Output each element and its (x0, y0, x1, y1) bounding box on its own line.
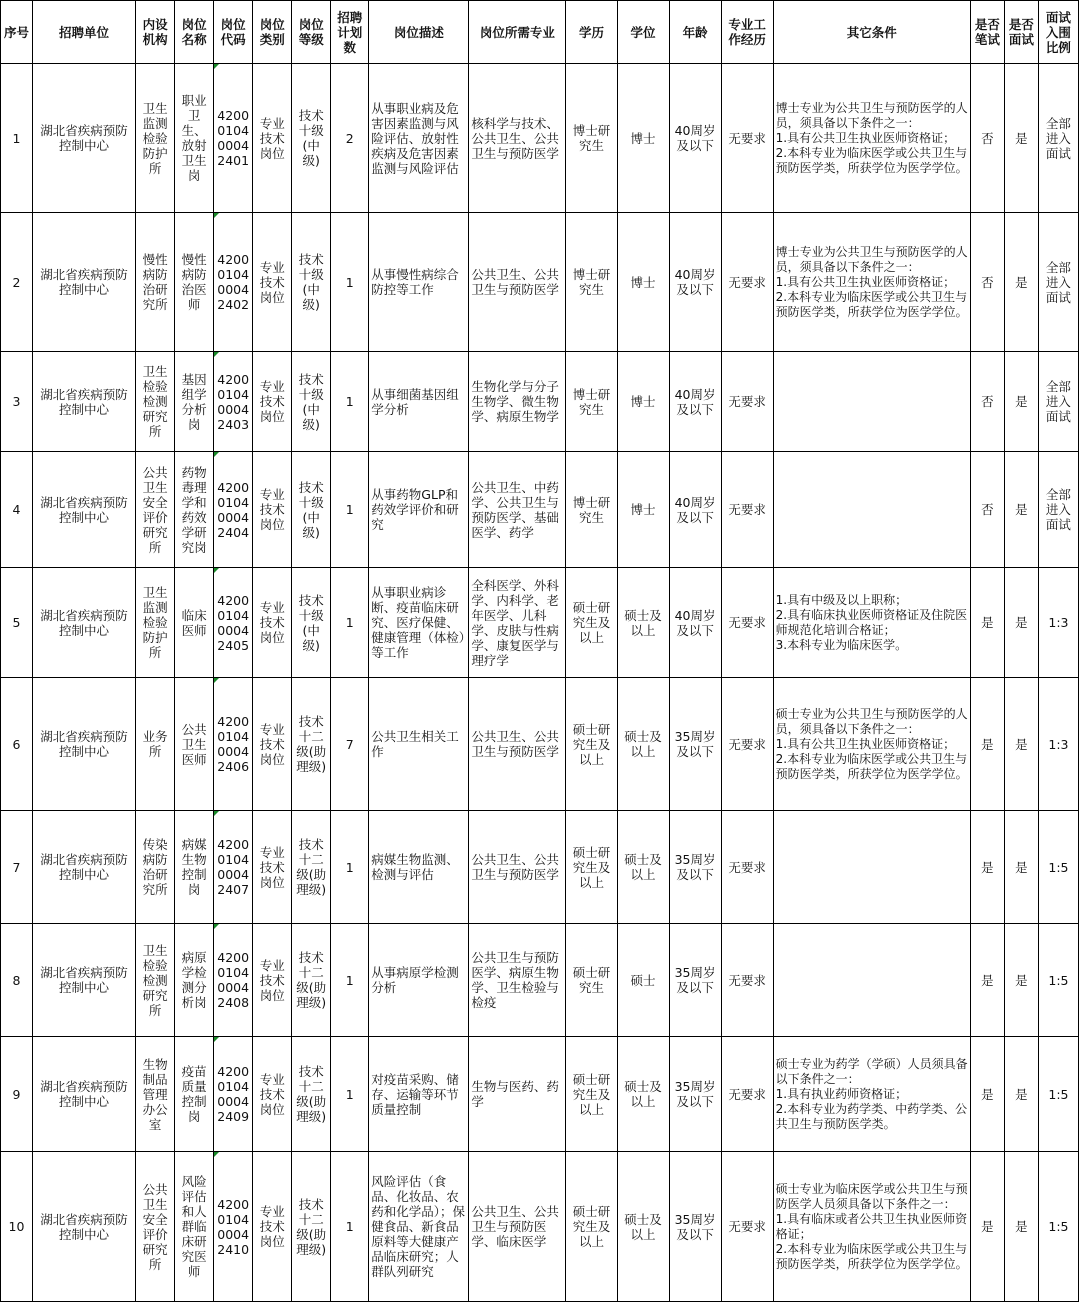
age-cell: 40周岁及以下 (669, 568, 721, 678)
position-level-cell: 技术十二级(助理级) (292, 1037, 331, 1152)
position-code-cell: 4200010400042404 (214, 452, 253, 568)
position-name-cell: 慢性病防治医师 (175, 213, 214, 352)
required-major-cell: 核科学与技术、公共卫生、公共卫生与预防医学 (469, 64, 566, 213)
interview-ratio-cell: 1:5 (1038, 924, 1078, 1037)
position-code-cell: 4200010400042403 (214, 352, 253, 452)
interview-ratio-cell: 1:3 (1038, 678, 1078, 811)
position-level-cell: 技术十级(中级) (292, 64, 331, 213)
position-code-cell: 4200010400042407 (214, 811, 253, 924)
header-cell: 学位 (617, 1, 669, 64)
table-row (1, 811, 1079, 924)
header-cell: 招聘计划数 (331, 1, 369, 64)
table-row (1, 213, 1079, 352)
degree-cell: 硕士 (617, 924, 669, 1037)
interview-cell: 是 (1004, 811, 1038, 924)
position-category-cell: 专业技术岗位 (253, 924, 292, 1037)
row-number-cell: 4 (1, 452, 33, 568)
interview-cell: 是 (1004, 213, 1038, 352)
header-cell: 是否面试 (1004, 1, 1038, 64)
job-description-cell: 公共卫生相关工作 (369, 678, 469, 811)
headcount-cell: 2 (331, 64, 369, 213)
job-description-cell: 从事慢性病综合防控等工作 (369, 213, 469, 352)
headcount-cell: 1 (331, 1152, 369, 1302)
header-cell: 是否笔试 (970, 1, 1004, 64)
position-category-cell: 专业技术岗位 (253, 452, 292, 568)
table-row (1, 1037, 1079, 1152)
header-cell: 序号 (1, 1, 33, 64)
department-cell: 生物制品管理办公室 (136, 1037, 175, 1152)
degree-cell: 博士 (617, 64, 669, 213)
other-conditions-cell (773, 352, 970, 452)
other-conditions-cell: 硕士专业为药学（学硕）人员须具备以下条件之一： 1.具有执业药师资格证； 2.本科专业为药学类、中药学类、公共卫生与预防医学类。 (773, 1037, 970, 1152)
education-cell: 博士研究生 (566, 352, 617, 452)
written-exam-cell: 是 (970, 568, 1004, 678)
interview-ratio-cell: 全部进入面试 (1038, 452, 1078, 568)
headcount-cell: 1 (331, 1037, 369, 1152)
headcount-cell: 1 (331, 213, 369, 352)
unit-name-cell: 湖北省疾病预防控制中心 (33, 811, 136, 924)
position-name-cell: 病媒生物控制岗 (175, 811, 214, 924)
interview-ratio-cell: 1:3 (1038, 568, 1078, 678)
unit-name-cell: 湖北省疾病预防控制中心 (33, 1152, 136, 1302)
age-cell: 35周岁及以下 (669, 678, 721, 811)
degree-cell: 硕士及以上 (617, 568, 669, 678)
education-cell: 博士研究生 (566, 452, 617, 568)
age-cell: 35周岁及以下 (669, 1152, 721, 1302)
unit-name-cell: 湖北省疾病预防控制中心 (33, 213, 136, 352)
other-conditions-cell: 博士专业为公共卫生与预防医学的人员，须具备以下条件之一： 1.具有公共卫生执业医师资格证； 2.本科专业为临床医学或公共卫生与预防医学类，所获学位为医学学位。 (773, 64, 970, 213)
work-experience-cell: 无要求 (721, 678, 773, 811)
row-number-cell: 7 (1, 811, 33, 924)
required-major-cell: 生物化学与分子生物学、微生物学、病原生物学 (469, 352, 566, 452)
position-level-cell: 技术十二级(助理级) (292, 811, 331, 924)
degree-cell: 硕士及以上 (617, 678, 669, 811)
degree-cell: 硕士及以上 (617, 811, 669, 924)
headcount-cell: 1 (331, 452, 369, 568)
row-number-cell: 3 (1, 352, 33, 452)
education-cell: 硕士研究生及以上 (566, 568, 617, 678)
required-major-cell: 公共卫生、中药学、公共卫生与预防医学、基础医学、药学 (469, 452, 566, 568)
job-description-cell: 从事药物GLP和药效学评价和研究 (369, 452, 469, 568)
education-cell: 硕士研究生及以上 (566, 811, 617, 924)
header-cell: 岗位等级 (292, 1, 331, 64)
work-experience-cell: 无要求 (721, 213, 773, 352)
written-exam-cell: 否 (970, 452, 1004, 568)
position-name-cell: 疫苗质量控制岗 (175, 1037, 214, 1152)
table-row (1, 568, 1079, 678)
other-conditions-cell: 硕士专业为临床医学或公共卫生与预防医学人员须具备以下条件之一： 1.具有临床或者公共卫生执业医师资格证； 2.本科专业为临床医学或公共卫生与预防医学类，所获学位为医学学位。 (773, 1152, 970, 1302)
position-code-cell: 4200010400042402 (214, 213, 253, 352)
interview-cell: 是 (1004, 924, 1038, 1037)
department-cell: 公共卫生安全评价研究所 (136, 452, 175, 568)
degree-cell: 博士 (617, 213, 669, 352)
header-cell: 岗位代码 (214, 1, 253, 64)
age-cell: 40周岁及以下 (669, 64, 721, 213)
header-cell: 学历 (566, 1, 617, 64)
position-level-cell: 技术十二级(助理级) (292, 924, 331, 1037)
education-cell: 硕士研究生 (566, 924, 617, 1037)
work-experience-cell: 无要求 (721, 568, 773, 678)
job-description-cell: 从事病原学检测分析 (369, 924, 469, 1037)
position-category-cell: 专业技术岗位 (253, 1152, 292, 1302)
headcount-cell: 1 (331, 924, 369, 1037)
header-cell: 岗位所需专业 (469, 1, 566, 64)
position-level-cell: 技术十级(中级) (292, 452, 331, 568)
age-cell: 40周岁及以下 (669, 352, 721, 452)
row-number-cell: 9 (1, 1037, 33, 1152)
row-number-cell: 2 (1, 213, 33, 352)
interview-ratio-cell: 全部进入面试 (1038, 213, 1078, 352)
position-name-cell: 基因组学分析岗 (175, 352, 214, 452)
job-description-cell: 从事职业病及危害因素监测与风险评估、放射性疾病及危害因素监测与风险评估 (369, 64, 469, 213)
row-number-cell: 8 (1, 924, 33, 1037)
unit-name-cell: 湖北省疾病预防控制中心 (33, 452, 136, 568)
education-cell: 硕士研究生及以上 (566, 1152, 617, 1302)
interview-ratio-cell: 1:5 (1038, 1037, 1078, 1152)
work-experience-cell: 无要求 (721, 811, 773, 924)
headcount-cell: 1 (331, 811, 369, 924)
work-experience-cell: 无要求 (721, 1037, 773, 1152)
required-major-cell: 公共卫生、公共卫生与预防医学 (469, 811, 566, 924)
position-level-cell: 技术十二级(助理级) (292, 678, 331, 811)
written-exam-cell: 否 (970, 352, 1004, 452)
header-cell: 岗位名称 (175, 1, 214, 64)
position-name-cell: 病原学检测分析岗 (175, 924, 214, 1037)
header-cell: 专业工作经历 (721, 1, 773, 64)
header-row (1, 1, 1079, 64)
department-cell: 卫生监测检验防护所 (136, 568, 175, 678)
table-row (1, 352, 1079, 452)
row-number-cell: 1 (1, 64, 33, 213)
header-cell: 岗位描述 (369, 1, 469, 64)
header-cell: 面试入围比例 (1038, 1, 1078, 64)
position-category-cell: 专业技术岗位 (253, 678, 292, 811)
degree-cell: 博士 (617, 352, 669, 452)
age-cell: 35周岁及以下 (669, 811, 721, 924)
required-major-cell: 公共卫生、公共卫生与预防医学、临床医学 (469, 1152, 566, 1302)
position-code-cell: 4200010400042401 (214, 64, 253, 213)
unit-name-cell: 湖北省疾病预防控制中心 (33, 678, 136, 811)
position-name-cell: 风险评估和人群临床研究医师 (175, 1152, 214, 1302)
position-category-cell: 专业技术岗位 (253, 352, 292, 452)
position-category-cell: 专业技术岗位 (253, 213, 292, 352)
interview-cell: 是 (1004, 678, 1038, 811)
department-cell: 传染病防治研究所 (136, 811, 175, 924)
unit-name-cell: 湖北省疾病预防控制中心 (33, 64, 136, 213)
interview-cell: 是 (1004, 64, 1038, 213)
position-level-cell: 技术十级(中级) (292, 352, 331, 452)
position-level-cell: 技术十级(中级) (292, 213, 331, 352)
interview-ratio-cell: 1:5 (1038, 811, 1078, 924)
interview-cell: 是 (1004, 352, 1038, 452)
required-major-cell: 全科医学、外科学、内科学、老年医学、儿科学、皮肤与性病学、康复医学与理疗学 (469, 568, 566, 678)
position-level-cell: 技术十二级(助理级) (292, 1152, 331, 1302)
education-cell: 硕士研究生及以上 (566, 1037, 617, 1152)
interview-cell: 是 (1004, 452, 1038, 568)
job-description-cell: 对疫苗采购、储存、运输等环节质量控制 (369, 1037, 469, 1152)
table-row (1, 678, 1079, 811)
degree-cell: 硕士及以上 (617, 1037, 669, 1152)
written-exam-cell: 是 (970, 811, 1004, 924)
position-code-cell: 4200010400042409 (214, 1037, 253, 1152)
table-row (1, 64, 1079, 213)
other-conditions-cell: 硕士专业为公共卫生与预防医学的人员，须具备以下条件之一： 1.具有公共卫生执业医师资格证； 2.本科专业为临床医学或公共卫生与预防医学类，所获学位为医学学位。 (773, 678, 970, 811)
position-category-cell: 专业技术岗位 (253, 568, 292, 678)
department-cell: 卫生监测检验防护所 (136, 64, 175, 213)
header-cell: 岗位类别 (253, 1, 292, 64)
department-cell: 业务所 (136, 678, 175, 811)
interview-ratio-cell: 全部进入面试 (1038, 352, 1078, 452)
age-cell: 35周岁及以下 (669, 1037, 721, 1152)
row-number-cell: 5 (1, 568, 33, 678)
other-conditions-cell (773, 924, 970, 1037)
interview-cell: 是 (1004, 568, 1038, 678)
department-cell: 慢性病防治研究所 (136, 213, 175, 352)
other-conditions-cell: 博士专业为公共卫生与预防医学的人员，须具备以下条件之一： 1.具有公共卫生执业医师资格证； 2.本科专业为临床医学或公共卫生与预防医学类，所获学位为医学学位。 (773, 213, 970, 352)
age-cell: 35周岁及以下 (669, 924, 721, 1037)
written-exam-cell: 是 (970, 924, 1004, 1037)
written-exam-cell: 否 (970, 64, 1004, 213)
degree-cell: 硕士及以上 (617, 1152, 669, 1302)
written-exam-cell: 是 (970, 678, 1004, 811)
unit-name-cell: 湖北省疾病预防控制中心 (33, 924, 136, 1037)
position-name-cell: 临床医师 (175, 568, 214, 678)
header-cell: 招聘单位 (33, 1, 136, 64)
work-experience-cell: 无要求 (721, 452, 773, 568)
position-category-cell: 专业技术岗位 (253, 811, 292, 924)
unit-name-cell: 湖北省疾病预防控制中心 (33, 1037, 136, 1152)
table-row (1, 924, 1079, 1037)
header-cell: 内设机构 (136, 1, 175, 64)
interview-cell: 是 (1004, 1037, 1038, 1152)
job-description-cell: 从事职业病诊断、疫苗临床研究、医疗保健、健康管理（体检）等工作 (369, 568, 469, 678)
required-major-cell: 生物与医药、药学 (469, 1037, 566, 1152)
work-experience-cell: 无要求 (721, 64, 773, 213)
degree-cell: 博士 (617, 452, 669, 568)
header-cell: 年龄 (669, 1, 721, 64)
department-cell: 卫生检验检测研究所 (136, 352, 175, 452)
position-level-cell: 技术十级(中级) (292, 568, 331, 678)
required-major-cell: 公共卫生与预防医学、病原生物学、卫生检验与检疫 (469, 924, 566, 1037)
unit-name-cell: 湖北省疾病预防控制中心 (33, 568, 136, 678)
other-conditions-cell (773, 452, 970, 568)
position-category-cell: 专业技术岗位 (253, 1037, 292, 1152)
position-name-cell: 职业卫生、放射卫生岗 (175, 64, 214, 213)
other-conditions-cell (773, 811, 970, 924)
written-exam-cell: 是 (970, 1152, 1004, 1302)
written-exam-cell: 是 (970, 1037, 1004, 1152)
position-code-cell: 4200010400042410 (214, 1152, 253, 1302)
row-number-cell: 6 (1, 678, 33, 811)
headcount-cell: 7 (331, 678, 369, 811)
interview-cell: 是 (1004, 1152, 1038, 1302)
job-description-cell: 风险评估（食品、化妆品、农药和化学品）；保健食品、新食品原料等大健康产品临床研究；人群队列研究 (369, 1152, 469, 1302)
written-exam-cell: 否 (970, 213, 1004, 352)
table-row (1, 1152, 1079, 1302)
position-category-cell: 专业技术岗位 (253, 64, 292, 213)
headcount-cell: 1 (331, 568, 369, 678)
education-cell: 硕士研究生及以上 (566, 678, 617, 811)
job-description-cell: 从事细菌基因组学分析 (369, 352, 469, 452)
position-code-cell: 4200010400042405 (214, 568, 253, 678)
department-cell: 卫生检验检测研究所 (136, 924, 175, 1037)
work-experience-cell: 无要求 (721, 1152, 773, 1302)
education-cell: 博士研究生 (566, 64, 617, 213)
position-code-cell: 4200010400042408 (214, 924, 253, 1037)
age-cell: 40周岁及以下 (669, 213, 721, 352)
department-cell: 公共卫生安全评价研究所 (136, 1152, 175, 1302)
unit-name-cell: 湖北省疾病预防控制中心 (33, 352, 136, 452)
header-cell: 其它条件 (773, 1, 970, 64)
headcount-cell: 1 (331, 352, 369, 452)
table-row (1, 452, 1079, 568)
interview-ratio-cell: 全部进入面试 (1038, 64, 1078, 213)
education-cell: 博士研究生 (566, 213, 617, 352)
job-description-cell: 病媒生物监测、检测与评估 (369, 811, 469, 924)
position-code-cell: 4200010400042406 (214, 678, 253, 811)
work-experience-cell: 无要求 (721, 352, 773, 452)
age-cell: 40周岁及以下 (669, 452, 721, 568)
work-experience-cell: 无要求 (721, 924, 773, 1037)
position-name-cell: 药物毒理学和药效学研究岗 (175, 452, 214, 568)
interview-ratio-cell: 1:5 (1038, 1152, 1078, 1302)
table-body (1, 64, 1079, 1302)
required-major-cell: 公共卫生、公共卫生与预防医学 (469, 678, 566, 811)
row-number-cell: 10 (1, 1152, 33, 1302)
other-conditions-cell: 1.具有中级及以上职称； 2.具有临床执业医师资格证及住院医师规范化培训合格证； 3.本科专业为临床医学。 (773, 568, 970, 678)
position-name-cell: 公共卫生医师 (175, 678, 214, 811)
required-major-cell: 公共卫生、公共卫生与预防医学 (469, 213, 566, 352)
